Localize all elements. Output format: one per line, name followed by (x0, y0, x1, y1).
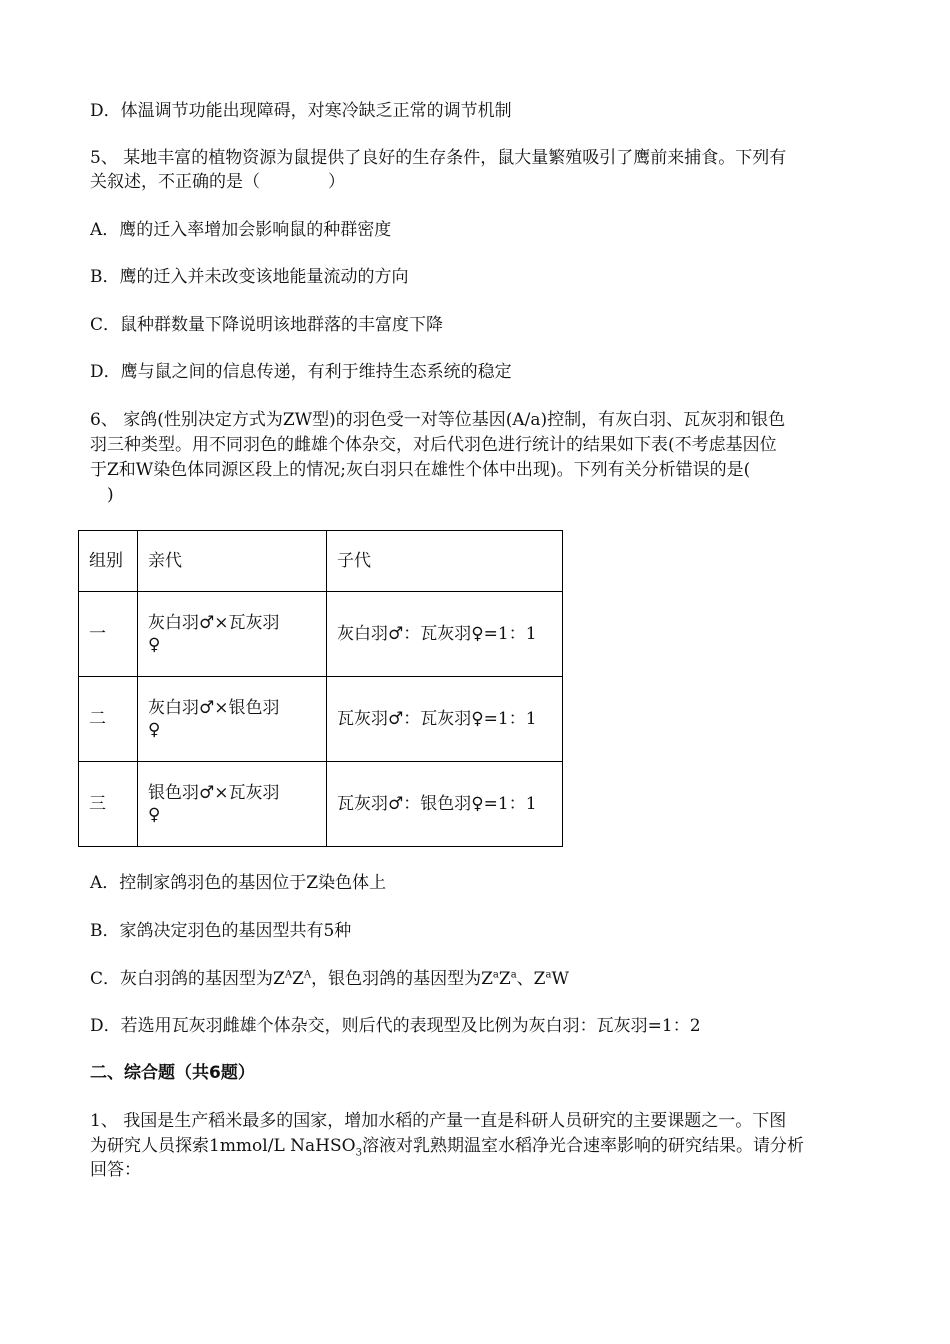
parents-line1: 银色羽♂×瓦灰羽 (148, 783, 280, 803)
parents-line2: ♀ (148, 720, 161, 740)
q6-option-a: A．控制家鸽羽色的基因位于Z染色体上 (90, 873, 387, 893)
q6-stem-line3: 于Z和W染色体同源区段上的情况;灰白羽只在雄性个体中出现)。下列有关分析错误的是( (90, 460, 751, 480)
q5-option-a: A．鹰的迁入率增加会影响鼠的种群密度 (90, 220, 392, 240)
table-row (79, 592, 563, 677)
parents-line2: ♀ (148, 805, 161, 825)
cell-offspring: 瓦灰羽♂：银色羽♀=1：1 (327, 762, 563, 847)
s2-q1-line3: 回答： (90, 1160, 141, 1180)
cell-parents (138, 677, 327, 762)
header-group: 组别 (79, 531, 138, 592)
table-row (79, 677, 563, 762)
cell-offspring: 瓦灰羽♂：瓦灰羽♀=1：1 (327, 677, 563, 762)
cross-results-table (78, 530, 563, 847)
q6-stem-line1: 6、 家鸽(性别决定方式为ZW型)的羽色受一对等位基因(A/a)控制，有灰白羽、瓦灰羽和银色 (90, 410, 786, 430)
parents-line2: ♀ (148, 635, 161, 655)
q6-stem-line4: ) (90, 485, 114, 505)
q5-option-d: D．鹰与鼠之间的信息传递，有利于维持生态系统的稳定 (90, 362, 512, 382)
cell-group: 二 (79, 677, 138, 762)
parents-line1: 灰白羽♂×银色羽 (148, 698, 280, 718)
header-offspring: 子代 (327, 531, 563, 592)
section-heading: 二、综合题（共6题） (90, 1063, 255, 1083)
parents-line1: 灰白羽♂×瓦灰羽 (148, 613, 280, 633)
table-header-row (79, 531, 563, 592)
q4-option-d: D．体温调节功能出现障碍，对寒冷缺乏正常的调节机制 (90, 101, 512, 121)
header-parents: 亲代 (138, 531, 327, 592)
q5-option-b: B．鹰的迁入并未改变该地能量流动的方向 (90, 267, 409, 287)
q5-stem-line1: 5、 某地丰富的植物资源为鼠提供了良好的生存条件，鼠大量繁殖吸引了鹰前来捕食。下列有 (90, 148, 787, 168)
q6-option-d: D．若选用瓦灰羽雌雄个体杂交，则后代的表现型及比例为灰白羽：瓦灰羽=1：2 (90, 1016, 701, 1036)
s2-q1-line1: 1、 我国是生产稻米最多的国家，增加水稻的产量一直是科研人员研究的主要课题之一。下图 (90, 1111, 787, 1131)
cell-offspring: 灰白羽♂：瓦灰羽♀=1：1 (327, 592, 563, 677)
table-row (79, 762, 563, 847)
q5-option-c: C．鼠种群数量下降说明该地群落的丰富度下降 (90, 315, 444, 335)
s2-q1-line2: 为研究人员探索1mmol/L NaHSO$_3$溶液对乳熟期温室水稻净光合速率影响的研究结果。请分析 (90, 1136, 804, 1159)
cell-parents (138, 762, 327, 847)
q6-option-b: B．家鸽决定羽色的基因型共有5种 (90, 921, 352, 941)
q6-option-c: C．灰白羽鸽的基因型为$Z^AZ^A$，银色羽鸽的基因型为$Z^aZ^a$、$Z^aW$ (90, 969, 569, 989)
q6-stem-line2: 羽三种类型。用不同羽色的雌雄个体杂交，对后代羽色进行统计的结果如下表(不考虑基因位 (90, 435, 777, 455)
cell-group: 三 (79, 762, 138, 847)
cell-group: 一 (79, 592, 138, 677)
q5-stem-line2: 关叙述，不正确的是（ ） (90, 172, 345, 192)
cell-parents (138, 592, 327, 677)
